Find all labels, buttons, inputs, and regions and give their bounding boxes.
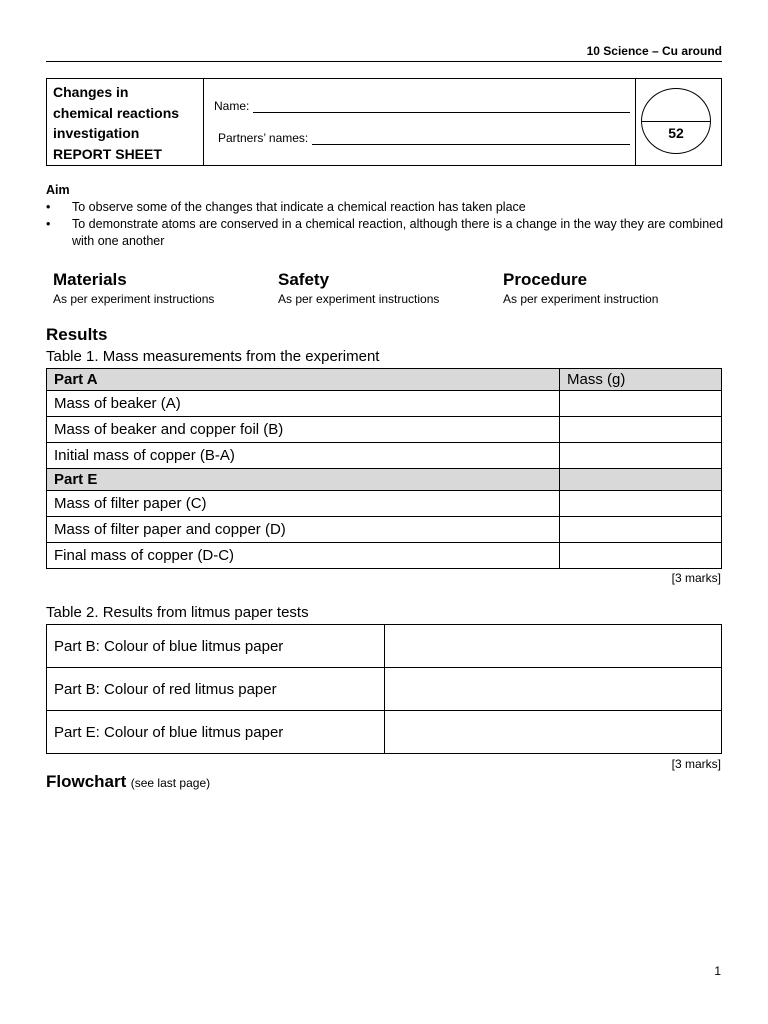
table2-marks: [3 marks] (671, 757, 721, 771)
row-label: Mass of beaker and copper foil (B) (47, 417, 560, 443)
colour-input-cell[interactable] (385, 625, 722, 668)
title-line: chemical reactions (53, 104, 180, 121)
section-blank-cell (560, 469, 722, 491)
score-cell (636, 79, 721, 165)
aim-list (46, 199, 726, 250)
mass-input-cell[interactable] (560, 543, 722, 569)
aim-item (46, 216, 726, 250)
mass-input-cell[interactable] (560, 491, 722, 517)
name-row (214, 99, 630, 113)
table-row (47, 668, 722, 711)
row-label: Initial mass of copper (B-A) (47, 443, 560, 469)
running-header: 10 Science – Cu around (46, 43, 722, 62)
row-label: Part B: Colour of blue litmus paper (47, 625, 385, 668)
table-row (47, 491, 722, 517)
bullet-icon: • (46, 217, 51, 231)
flowchart-heading: Flowchart (46, 772, 127, 791)
table-row (47, 517, 722, 543)
bullet-icon: • (46, 200, 51, 214)
table-row (47, 543, 722, 569)
table1-marks: [3 marks] (671, 571, 721, 585)
table-row (47, 391, 722, 417)
table-row (47, 711, 722, 754)
title-line: REPORT SHEET (53, 145, 162, 162)
procedure-text: As per experiment instruction (503, 292, 659, 306)
table2-caption: Table 2. Results from litmus paper tests (46, 604, 309, 621)
table-header-row (47, 369, 722, 391)
row-label: Part B: Colour of red litmus paper (47, 668, 385, 711)
partners-row (218, 131, 630, 145)
aim-section (46, 182, 726, 250)
aim-heading: Aim (46, 183, 70, 197)
mass-table (46, 368, 722, 569)
mass-input-cell[interactable] (560, 417, 722, 443)
mass-input-cell[interactable] (560, 391, 722, 417)
flowchart-note: (see last page) (130, 776, 211, 790)
aim-item (46, 199, 726, 216)
safety-heading: Safety (278, 270, 330, 289)
partners-field[interactable] (312, 132, 630, 145)
materials-section (53, 269, 214, 307)
colour-input-cell[interactable] (385, 711, 722, 754)
mass-input-cell[interactable] (560, 443, 722, 469)
table-row (47, 417, 722, 443)
flowchart-section (46, 772, 210, 792)
aim-item-text: To demonstrate atoms are conserved in a chemical reaction, although there is a change in the way they are combined with one another (72, 217, 724, 248)
litmus-table (46, 624, 722, 754)
report-title (47, 79, 204, 165)
row-label: Mass of filter paper and copper (D) (47, 517, 560, 543)
part-a-label: Part A (47, 369, 560, 391)
table-section-row (47, 469, 722, 491)
safety-text: As per experiment instructions (278, 292, 440, 306)
row-label: Part E: Colour of blue litmus paper (47, 711, 385, 754)
names-cell (204, 79, 636, 165)
part-e-label: Part E (47, 469, 560, 491)
colour-input-cell[interactable] (385, 668, 722, 711)
row-label: Mass of filter paper (C) (47, 491, 560, 517)
table1-caption: Table 1. Mass measurements from the experiment (46, 348, 380, 365)
score-divider (642, 121, 710, 122)
total-marks: 52 (668, 125, 684, 141)
table-row (47, 625, 722, 668)
title-line: investigation (53, 125, 140, 141)
procedure-heading: Procedure (503, 270, 588, 289)
safety-section (278, 269, 439, 307)
results-heading: Results (46, 325, 108, 344)
procedure-section (503, 269, 658, 307)
name-field[interactable] (253, 100, 630, 113)
title-line: Changes in (53, 84, 129, 100)
name-label: Name: (214, 99, 250, 113)
partners-label: Partners’ names: (218, 131, 309, 145)
row-label: Final mass of copper (D-C) (47, 543, 560, 569)
row-label: Mass of beaker (A) (47, 391, 560, 417)
title-box (46, 78, 722, 166)
score-circle[interactable] (641, 88, 711, 154)
materials-heading: Materials (53, 270, 127, 289)
aim-item-text: To observe some of the changes that indicate a chemical reaction has taken place (72, 200, 526, 214)
mass-input-cell[interactable] (560, 517, 722, 543)
table-row (47, 443, 722, 469)
page-number: 1 (714, 964, 721, 978)
mass-unit-header: Mass (g) (560, 369, 722, 391)
materials-text: As per experiment instructions (53, 292, 215, 306)
